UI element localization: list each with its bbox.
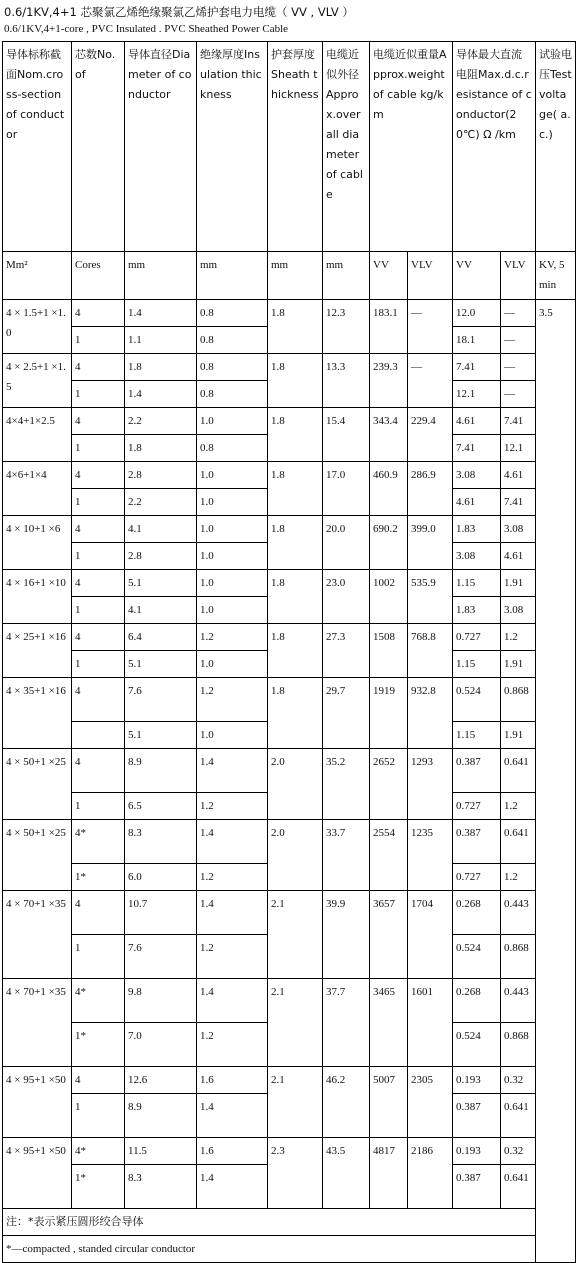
- cell-weight-vv: 5007: [370, 1067, 408, 1138]
- cell-res-vlv: —: [501, 354, 536, 381]
- cell-cores: 4: [72, 408, 125, 435]
- cell-insulation: 1.0: [197, 408, 268, 435]
- cell-overall: 17.0: [323, 462, 370, 516]
- cell-cores: 1: [72, 435, 125, 462]
- cell-res-vlv: 0.868: [501, 1023, 536, 1067]
- cell-cores: 4: [72, 678, 125, 722]
- cell-insulation: 1.4: [197, 1094, 268, 1138]
- cell-diameter: 6.4: [125, 624, 197, 651]
- cell-cores: 1: [72, 597, 125, 624]
- cell-cores: 1: [72, 543, 125, 570]
- cell-sheath: 2.1: [268, 891, 323, 979]
- cell-overall: 27.3: [323, 624, 370, 678]
- cell-insulation: 1.4: [197, 979, 268, 1023]
- cell-cores: 1: [72, 381, 125, 408]
- cell-weight-vlv: 768.8: [408, 624, 453, 678]
- cell-res-vv: 18.1: [453, 327, 501, 354]
- cell-res-vv: 4.61: [453, 489, 501, 516]
- table-row: [3, 624, 576, 651]
- cell-diameter: 2.2: [125, 489, 197, 516]
- cell-section: 4 × 95+1 ×50: [3, 1067, 72, 1138]
- cell-cores: 1*: [72, 864, 125, 891]
- cell-res-vv: 3.08: [453, 462, 501, 489]
- cell-section: 4 × 95+1 ×50: [3, 1138, 72, 1209]
- cell-weight-vv: 1508: [370, 624, 408, 678]
- cell-res-vlv: 7.41: [501, 489, 536, 516]
- cell-res-vlv: 1.91: [501, 651, 536, 678]
- cell-diameter: 2.8: [125, 543, 197, 570]
- cell-res-vv: 7.41: [453, 354, 501, 381]
- cell-sheath: 1.8: [268, 624, 323, 678]
- unit-cores: Cores: [72, 252, 125, 300]
- cell-insulation: 1.0: [197, 543, 268, 570]
- note-row-cn: [3, 1209, 576, 1236]
- cell-weight-vlv: 1601: [408, 979, 453, 1067]
- cell-section: 4×4+1×2.5: [3, 408, 72, 462]
- cell-res-vlv: 4.61: [501, 543, 536, 570]
- cell-diameter: 1.4: [125, 381, 197, 408]
- cell-cores: 4: [72, 462, 125, 489]
- cell-res-vv: 0.524: [453, 1023, 501, 1067]
- cell-diameter: 11.5: [125, 1138, 197, 1165]
- cell-overall: 33.7: [323, 820, 370, 891]
- cell-diameter: 1.1: [125, 327, 197, 354]
- cell-res-vv: 7.41: [453, 435, 501, 462]
- cell-overall: 43.5: [323, 1138, 370, 1209]
- cell-overall: 20.0: [323, 516, 370, 570]
- cell-weight-vv: 2554: [370, 820, 408, 891]
- cell-diameter: 8.3: [125, 820, 197, 864]
- cell-insulation: 1.4: [197, 820, 268, 864]
- cell-res-vv: 12.0: [453, 300, 501, 327]
- cell-sheath: 1.8: [268, 354, 323, 408]
- cell-diameter: 4.1: [125, 597, 197, 624]
- cell-weight-vlv: 1293: [408, 749, 453, 820]
- cell-res-vv: 0.193: [453, 1138, 501, 1165]
- cell-overall: 46.2: [323, 1067, 370, 1138]
- cell-res-vlv: 12.1: [501, 435, 536, 462]
- cell-insulation: 0.8: [197, 354, 268, 381]
- cell-section: 4 × 70+1 ×35: [3, 979, 72, 1067]
- cell-weight-vv: 239.3: [370, 354, 408, 408]
- cell-weight-vlv: 2186: [408, 1138, 453, 1209]
- unit-res-vv: VV: [453, 252, 501, 300]
- cell-res-vv: 1.15: [453, 651, 501, 678]
- cell-weight-vlv: —: [408, 354, 453, 408]
- cell-res-vlv: 1.2: [501, 793, 536, 820]
- cell-diameter: 8.3: [125, 1165, 197, 1209]
- cell-res-vlv: —: [501, 381, 536, 408]
- cell-weight-vv: 690.2: [370, 516, 408, 570]
- cell-test-voltage: 3.5: [536, 300, 576, 1263]
- cell-overall: 35.2: [323, 749, 370, 820]
- cell-section: 4 × 1.5+1 ×1.0: [3, 300, 72, 354]
- cell-section: 4 × 2.5+1 ×1.5: [3, 354, 72, 408]
- cell-weight-vv: 343.4: [370, 408, 408, 462]
- cell-section: 4 × 35+1 ×16: [3, 678, 72, 749]
- cell-insulation: 1.4: [197, 749, 268, 793]
- table-row: [3, 408, 576, 435]
- cell-diameter: 7.6: [125, 678, 197, 722]
- header-section: 导体标称截面Nom.cross-section of conductor: [3, 42, 72, 252]
- cell-res-vv: 0.387: [453, 1094, 501, 1138]
- unit-overall: mm: [323, 252, 370, 300]
- cell-res-vv: 0.387: [453, 820, 501, 864]
- cell-res-vv: 0.524: [453, 935, 501, 979]
- cell-res-vv: 1.15: [453, 722, 501, 749]
- unit-insulation: mm: [197, 252, 268, 300]
- cell-insulation: 0.8: [197, 381, 268, 408]
- table-row: [3, 749, 576, 793]
- note-row-en: [3, 1236, 576, 1263]
- cell-res-vv: 0.193: [453, 1067, 501, 1094]
- cell-insulation: 1.0: [197, 489, 268, 516]
- cell-cores: 1*: [72, 1165, 125, 1209]
- table-row: [3, 516, 576, 543]
- header-insulation: 绝缘厚度Insulation thickness: [197, 42, 268, 252]
- header-sheath: 护套厚度Sheath thickness: [268, 42, 323, 252]
- cell-sheath: 2.1: [268, 979, 323, 1067]
- cell-weight-vlv: 535.9: [408, 570, 453, 624]
- cell-overall: 39.9: [323, 891, 370, 979]
- cell-insulation: 0.8: [197, 435, 268, 462]
- table-row: [3, 678, 576, 722]
- cell-sheath: 1.8: [268, 300, 323, 354]
- cell-weight-vlv: 1704: [408, 891, 453, 979]
- cell-diameter: 8.9: [125, 1094, 197, 1138]
- unit-weight-vv: VV: [370, 252, 408, 300]
- cell-diameter: 6.0: [125, 864, 197, 891]
- cell-cores: 4: [72, 1067, 125, 1094]
- cell-diameter: 1.4: [125, 300, 197, 327]
- table-row: [3, 820, 576, 864]
- table-row: [3, 979, 576, 1023]
- header-test-voltage: 试验电压Test voltage( a.c.): [536, 42, 576, 252]
- header-diameter: 导体直径Diameter of conductor: [125, 42, 197, 252]
- cell-diameter: 5.1: [125, 651, 197, 678]
- cell-res-vlv: 0.868: [501, 935, 536, 979]
- table-row: [3, 354, 576, 381]
- cell-sheath: 2.0: [268, 820, 323, 891]
- header-resistance: 导体最大直流电阻Max.d.c.resistance of conductor(20℃) Ω /km: [453, 42, 536, 252]
- unit-voltage: KV, 5min: [536, 252, 576, 300]
- cell-diameter: 1.8: [125, 354, 197, 381]
- cell-diameter: 6.5: [125, 793, 197, 820]
- note-cn: 注：*表示紧压圆形绞合导体: [3, 1209, 536, 1236]
- cell-res-vv: 1.83: [453, 516, 501, 543]
- cell-res-vlv: 0.868: [501, 678, 536, 722]
- cell-insulation: 1.4: [197, 1165, 268, 1209]
- cell-cores: 1: [72, 935, 125, 979]
- cell-cores: 4*: [72, 1138, 125, 1165]
- cell-res-vv: 0.727: [453, 864, 501, 891]
- cell-diameter: 10.7: [125, 891, 197, 935]
- cell-weight-vlv: 1235: [408, 820, 453, 891]
- unit-section: Mm²: [3, 252, 72, 300]
- cell-weight-vv: 3657: [370, 891, 408, 979]
- cell-res-vlv: 1.2: [501, 864, 536, 891]
- cell-sheath: 1.8: [268, 516, 323, 570]
- header-weight: 电缆近似重量Approx.weight of cable kg/km: [370, 42, 453, 252]
- cell-res-vlv: —: [501, 300, 536, 327]
- cell-cores: 4*: [72, 820, 125, 864]
- cell-sheath: 1.8: [268, 408, 323, 462]
- cell-section: 4 × 50+1 ×25: [3, 749, 72, 820]
- table-row: [3, 462, 576, 489]
- cell-weight-vlv: 932.8: [408, 678, 453, 749]
- table-row: [3, 300, 576, 327]
- cell-res-vv: 0.524: [453, 678, 501, 722]
- cell-cores: 4: [72, 354, 125, 381]
- cell-insulation: 1.0: [197, 462, 268, 489]
- cell-cores: 4: [72, 749, 125, 793]
- cell-overall: 12.3: [323, 300, 370, 354]
- cell-cores: 4: [72, 624, 125, 651]
- cell-res-vv: 4.61: [453, 408, 501, 435]
- cell-weight-vv: 460.9: [370, 462, 408, 516]
- cell-overall: 15.4: [323, 408, 370, 462]
- cell-weight-vlv: 229.4: [408, 408, 453, 462]
- cell-cores: 1: [72, 327, 125, 354]
- cell-weight-vv: 1002: [370, 570, 408, 624]
- cable-spec-table: [2, 41, 576, 1263]
- cell-insulation: 1.0: [197, 516, 268, 543]
- cell-res-vv: 0.727: [453, 793, 501, 820]
- cell-res-vlv: 0.641: [501, 749, 536, 793]
- cell-diameter: 12.6: [125, 1067, 197, 1094]
- cell-weight-vv: 3465: [370, 979, 408, 1067]
- cell-diameter: 2.8: [125, 462, 197, 489]
- cell-diameter: 8.9: [125, 749, 197, 793]
- cell-res-vlv: 1.91: [501, 722, 536, 749]
- cell-res-vv: 12.1: [453, 381, 501, 408]
- cell-sheath: 2.3: [268, 1138, 323, 1209]
- cell-overall: 37.7: [323, 979, 370, 1067]
- cell-cores: 1*: [72, 1023, 125, 1067]
- cell-insulation: 1.0: [197, 570, 268, 597]
- cell-sheath: 2.0: [268, 749, 323, 820]
- cell-diameter: 5.1: [125, 722, 197, 749]
- cell-res-vv: 0.268: [453, 891, 501, 935]
- cell-cores: 1: [72, 793, 125, 820]
- cell-res-vlv: 7.41: [501, 408, 536, 435]
- cell-res-vv: 3.08: [453, 543, 501, 570]
- cell-diameter: 4.1: [125, 516, 197, 543]
- cell-res-vv: 1.83: [453, 597, 501, 624]
- cell-cores: 1: [72, 1094, 125, 1138]
- cell-diameter: 7.0: [125, 1023, 197, 1067]
- cell-insulation: 1.0: [197, 651, 268, 678]
- cell-weight-vlv: 2305: [408, 1067, 453, 1138]
- cell-section: 4 × 25+1 ×16: [3, 624, 72, 678]
- cell-insulation: 1.6: [197, 1067, 268, 1094]
- cell-res-vlv: 0.32: [501, 1067, 536, 1094]
- cell-insulation: 1.2: [197, 624, 268, 651]
- cell-insulation: 1.2: [197, 935, 268, 979]
- cell-res-vlv: 4.61: [501, 462, 536, 489]
- header-cores: 芯数No.of: [72, 42, 125, 252]
- units-row: [3, 252, 576, 300]
- cell-diameter: 5.1: [125, 570, 197, 597]
- header-overall-diameter: 电缆近似外径Approx.overall diameter of cable: [323, 42, 370, 252]
- cell-res-vlv: 1.91: [501, 570, 536, 597]
- table-row: [3, 891, 576, 935]
- cell-res-vv: 0.268: [453, 979, 501, 1023]
- cell-insulation: 1.2: [197, 793, 268, 820]
- cell-res-vv: 0.387: [453, 1165, 501, 1209]
- cell-sheath: 1.8: [268, 570, 323, 624]
- unit-sheath: mm: [268, 252, 323, 300]
- cell-insulation: 0.8: [197, 327, 268, 354]
- cell-res-vlv: 0.443: [501, 979, 536, 1023]
- cell-insulation: 1.4: [197, 891, 268, 935]
- cell-res-vv: 0.727: [453, 624, 501, 651]
- cell-res-vv: 0.387: [453, 749, 501, 793]
- cell-res-vlv: 0.641: [501, 1165, 536, 1209]
- cell-section: 4×6+1×4: [3, 462, 72, 516]
- cell-insulation: 1.2: [197, 864, 268, 891]
- cell-insulation: 0.8: [197, 300, 268, 327]
- cell-weight-vv: 183.1: [370, 300, 408, 354]
- cell-section: 4 × 10+1 ×6: [3, 516, 72, 570]
- cell-res-vlv: —: [501, 327, 536, 354]
- table-title-en: 0.6/1KV,4+1-core , PVC Insulated . PVC Sheathed Power Cable: [4, 23, 289, 35]
- cell-res-vv: 1.15: [453, 570, 501, 597]
- cell-weight-vv: 4817: [370, 1138, 408, 1209]
- cell-weight-vlv: —: [408, 300, 453, 354]
- table-row: [3, 1067, 576, 1094]
- cell-insulation: 1.6: [197, 1138, 268, 1165]
- cell-res-vlv: 3.08: [501, 597, 536, 624]
- cell-diameter: 2.2: [125, 408, 197, 435]
- cell-insulation: 1.2: [197, 1023, 268, 1067]
- note-en: *—compacted , standed circular conductor: [3, 1236, 536, 1263]
- cell-cores: 4: [72, 570, 125, 597]
- cell-diameter: 9.8: [125, 979, 197, 1023]
- unit-weight-vlv: VLV: [408, 252, 453, 300]
- header-row: [3, 42, 576, 252]
- cell-insulation: 1.0: [197, 597, 268, 624]
- cell-section: 4 × 50+1 ×25: [3, 820, 72, 891]
- cell-sheath: 2.1: [268, 1067, 323, 1138]
- cell-res-vlv: 3.08: [501, 516, 536, 543]
- table-title-cn: 0.6/1KV,4+1 芯聚氯乙烯绝缘聚氯乙烯护套电力电缆（ VV , VLV ）: [4, 5, 354, 19]
- cell-overall: 13.3: [323, 354, 370, 408]
- cell-res-vlv: 1.2: [501, 624, 536, 651]
- cell-cores: 4: [72, 516, 125, 543]
- cell-section: 4 × 16+1 ×10: [3, 570, 72, 624]
- cell-diameter: 1.8: [125, 435, 197, 462]
- table-row: [3, 570, 576, 597]
- cell-insulation: 1.0: [197, 722, 268, 749]
- cell-weight-vlv: 399.0: [408, 516, 453, 570]
- cell-overall: 23.0: [323, 570, 370, 624]
- cell-res-vlv: 0.641: [501, 820, 536, 864]
- cell-weight-vlv: 286.9: [408, 462, 453, 516]
- cell-cores: 4: [72, 891, 125, 935]
- cell-insulation: 1.2: [197, 678, 268, 722]
- cell-cores: [72, 722, 125, 749]
- cell-weight-vv: 1919: [370, 678, 408, 749]
- cell-res-vlv: 0.32: [501, 1138, 536, 1165]
- table-row: [3, 1138, 576, 1165]
- cell-res-vlv: 0.443: [501, 891, 536, 935]
- cell-sheath: 1.8: [268, 462, 323, 516]
- cell-res-vlv: 0.641: [501, 1094, 536, 1138]
- cell-cores: 1: [72, 651, 125, 678]
- cell-weight-vv: 2652: [370, 749, 408, 820]
- cell-cores: 1: [72, 489, 125, 516]
- cell-cores: 4: [72, 300, 125, 327]
- cell-section: 4 × 70+1 ×35: [3, 891, 72, 979]
- cell-diameter: 7.6: [125, 935, 197, 979]
- unit-diameter: mm: [125, 252, 197, 300]
- cell-cores: 4*: [72, 979, 125, 1023]
- cell-sheath: 1.8: [268, 678, 323, 749]
- cell-overall: 29.7: [323, 678, 370, 749]
- unit-res-vlv: VLV: [501, 252, 536, 300]
